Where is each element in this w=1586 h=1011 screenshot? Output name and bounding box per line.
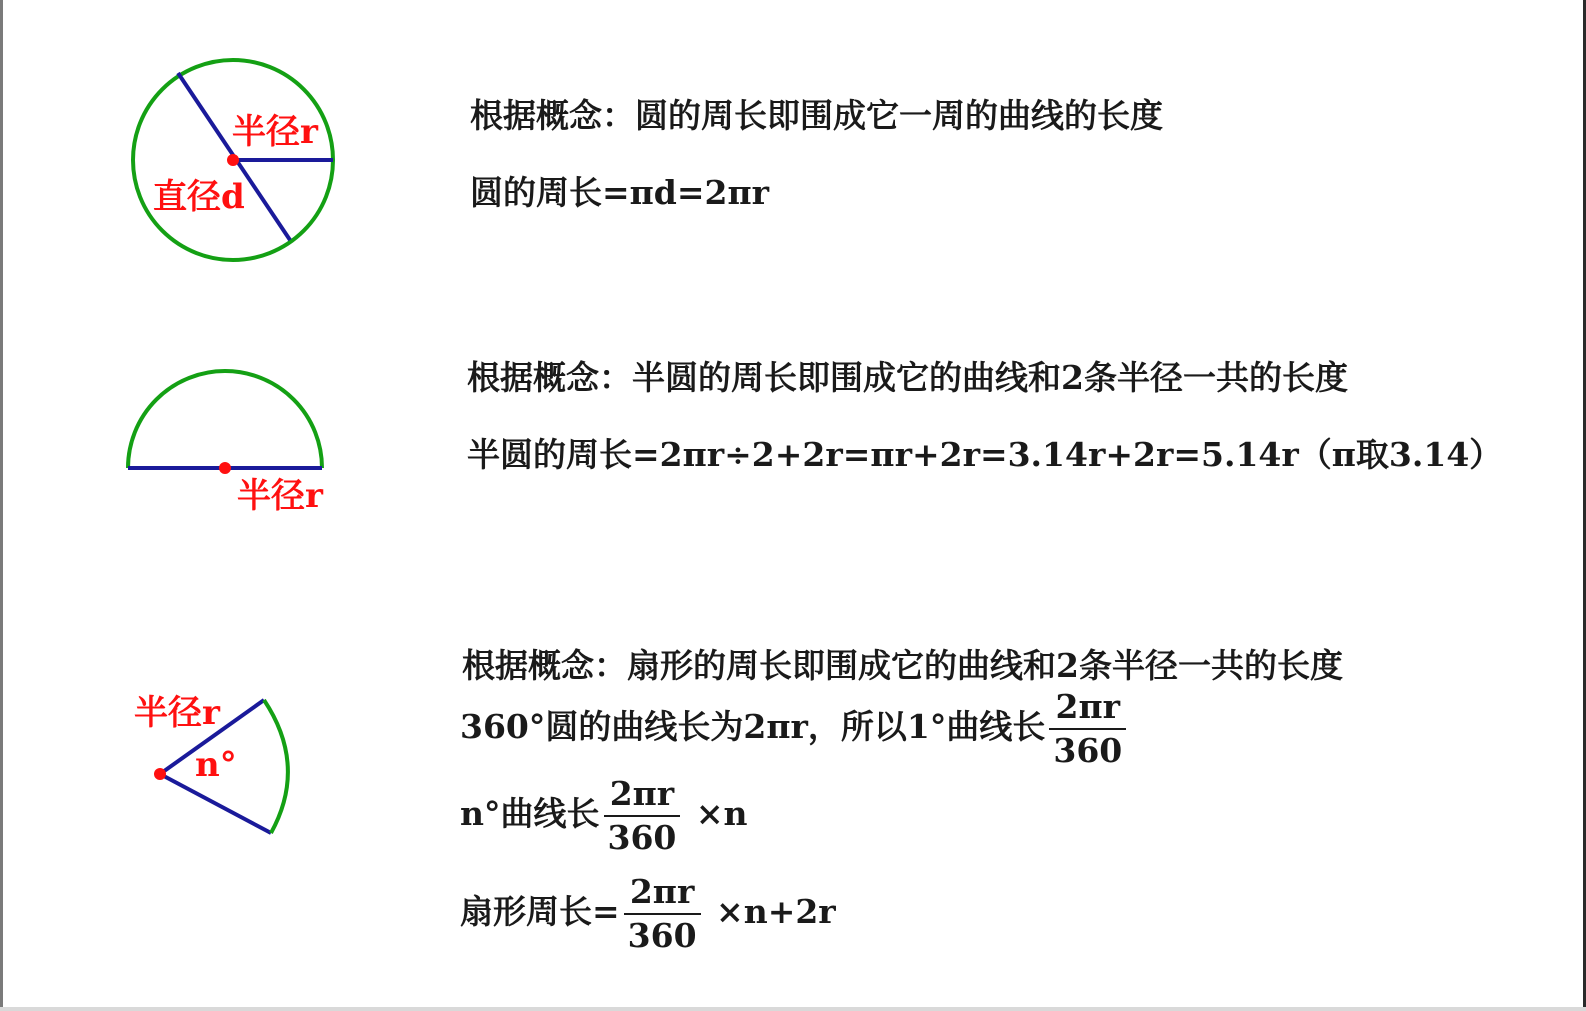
- sector-line-2-suffix: ×n: [695, 794, 748, 833]
- circle-radius-label: 半径r: [232, 112, 318, 152]
- fraction-3-denominator: 360: [627, 916, 697, 955]
- sector-center-dot: [154, 768, 166, 780]
- sector-figure: [125, 680, 305, 850]
- sector-arc: [264, 700, 288, 833]
- fraction-1: [1049, 688, 1126, 770]
- center-dot: [227, 154, 239, 166]
- sector-line-1-prefix: 360°圆的曲线长为2πr，所以1°曲线长: [460, 707, 1046, 746]
- circle-diameter-label: 直径d: [153, 177, 245, 217]
- sector-angle-label: n°: [195, 745, 237, 785]
- fraction-1-denominator: 360: [1053, 731, 1123, 770]
- circle-concept-text: 根据概念：圆的周长即围成它一周的曲线的长度: [470, 96, 1163, 135]
- circle-figure: [120, 50, 360, 280]
- bottom-border: [0, 1007, 1586, 1011]
- sector-line-3-prefix: 扇形周长=: [460, 892, 620, 931]
- sector-line-3-suffix: ×n+2r: [716, 892, 836, 931]
- sector-line-3: [460, 873, 836, 955]
- sector-concept-text: 根据概念：扇形的周长即围成它的曲线和2条半径一共的长度: [462, 646, 1343, 685]
- fraction-3-numerator: 2πr: [629, 872, 695, 911]
- sector-radius-label: 半径r: [134, 693, 220, 733]
- fraction-1-numerator: 2πr: [1055, 687, 1121, 726]
- semicircle-figure: [115, 360, 345, 520]
- fraction-3: [624, 873, 701, 955]
- circle-formula-text: 圆的周长=πd=2πr: [470, 173, 770, 212]
- fraction-2: [604, 775, 681, 857]
- sector-line-1: [460, 688, 1130, 770]
- semicircle-radius-label: 半径r: [237, 476, 323, 516]
- semicircle-formula-text: 半圆的周长=2πr÷2+2r=πr+2r=3.14r+2r=5.14r（π取3.14）: [467, 435, 1503, 474]
- semicircle-concept-text: 根据概念：半圆的周长即围成它的曲线和2条半径一共的长度: [467, 358, 1348, 397]
- semicircle-center-dot: [219, 462, 231, 474]
- fraction-2-denominator: 360: [607, 818, 677, 857]
- fraction-2-numerator: 2πr: [609, 774, 675, 813]
- left-border: [0, 0, 3, 1011]
- sector-line-2-prefix: n°曲线长: [460, 794, 600, 833]
- semicircle-arc: [128, 371, 322, 468]
- sector-line-2: [460, 775, 748, 857]
